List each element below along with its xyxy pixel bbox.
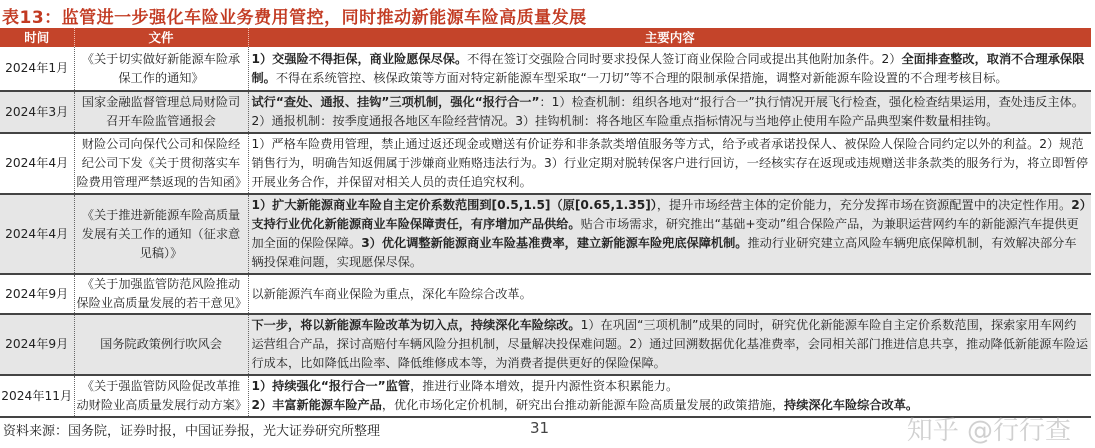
footer-row: [0, 418, 1091, 448]
table-row: [0, 274, 1091, 314]
row-content: [248, 133, 1091, 194]
row-content: [248, 47, 1091, 91]
content-bold-text: 1）持续强化“报行合一”监管: [251, 379, 411, 393]
row-time: 2024年3月: [0, 91, 74, 133]
row-file: 《关于加强监管防范风险推动保险业高质量发展的若干意见》: [74, 274, 248, 314]
content-text: 不得在系统管控、核保政策等方面对特定新能源车型采取“一刀切”等不合理的限制承保措施，调整对新能源车险设置的不合理考核目标。: [275, 70, 1008, 85]
content-bold-text: 持续深化车险综合改革。: [784, 398, 919, 412]
header-content: 主要内容: [248, 28, 1091, 47]
table-header-row: [0, 28, 1091, 47]
row-file: 财险公司向保代公司和保险经纪公司下发《关于贯彻落实车险费用管理严禁返现的告知函》: [74, 133, 248, 194]
content-text: 不得在签订交强险合同时要求投保人签订商业保险合同或提出其他附加条件。2）: [467, 51, 902, 66]
table-row: [0, 47, 1091, 91]
content-text: 推动行业研究建立高风险车辆兜底保障机制，有效解决部分车辆投保难问题，实现愿保尽保。: [251, 236, 1077, 269]
content-bold-text: 3）优化调整新能源商业车险基准费率，建立新能源车险兜底保障机制。: [361, 236, 748, 250]
table-row: [0, 375, 1091, 417]
table-row: [0, 194, 1091, 274]
content-bold-text: 1）交强险不得拒保，商业险愿保尽保。: [251, 51, 468, 66]
row-file: 国家金融监督管理总局财险司召开车险监管通报会: [74, 91, 248, 133]
row-file: 《关于推进新能源车险高质量发展有关工作的通知（征求意见稿）》: [74, 194, 248, 274]
content-text: 贴合市场需求，研究推出“基础+变动”组合保险产品，为兼职运营网约车的新能源汽车提供更加全面的保险保障。: [251, 217, 1079, 250]
content-bold-text: 2）丰富新能源车险产品: [251, 398, 382, 412]
content-text: ，推进行业降本增效，提升内源性资本积累能力。: [410, 379, 679, 393]
source-note: 资料来源：国务院，证券时报，中国证券报，光大证券研究所整理: [3, 424, 381, 439]
page-number: 31: [530, 419, 550, 437]
watermark: 知乎 @行行查: [906, 416, 1071, 446]
row-file: 《关于切实做好新能源车险承保工作的通知》: [74, 47, 248, 91]
table-row: [0, 91, 1091, 133]
row-content: [248, 375, 1091, 417]
row-time: 2024年9月: [0, 314, 74, 375]
table-row: [0, 314, 1091, 375]
row-time: 2024年9月: [0, 274, 74, 314]
table-title: 表13：监管进一步强化车险业务费用管控，同时推动新能源车险高质量发展: [2, 8, 587, 28]
row-content: [248, 194, 1091, 274]
content-text: 1）在巩固“三项机制”成果的同时，研究优化新能源车险自主定价系数范围，探索家用车网约运营组合产品，探讨高赔付车辆风险分担机制，尽量解决投保难问题。2）通过回溯数据优化基准费率，会同相关部门推进信息共享，推动降低新能源车险运行成本，比如降低出险率、降低维修成本等，为消费者提供更好的保险保障。: [251, 318, 1089, 370]
table-row: [0, 133, 1091, 194]
policy-table: [0, 28, 1091, 418]
header-time: 时间: [0, 28, 74, 47]
content-bold-text: 全面排查整改，取消不合理承保限制。: [251, 51, 1085, 85]
content-text: 1）严格车险费用管理，禁止通过返还现金或赠送有价证券和非条款类增值服务等方式，给予或者承诺投保人、被保险人保险合同约定以外的利益。2）规范销售行为，明确告知返佣属于涉嫌商业贿赂违法行为。3）行业定期对脱转保客户进行回访，一经核实存在返现或违规赠送非条款类的服务行为，将立即暂停开展业务合作，并保留对相关人员的责任追究权利。: [251, 137, 1089, 189]
content-text: ，提升市场经营主体的定价能力，充分发挥市场在资源配置中的决定性作用。: [656, 198, 1072, 212]
content-text: 以新能源汽车商业保险为重点，深化车险综合改革。: [251, 286, 532, 301]
content-bold-text: 试行“查处、通报、挂钩”三项机制，强化“报行合一”: [251, 95, 540, 109]
row-file: 国务院政策例行吹风会: [74, 314, 248, 375]
header-file: 文件: [74, 28, 248, 47]
row-time: 2024年1月: [0, 47, 74, 91]
row-content: [248, 274, 1091, 314]
row-time: 2024年11月: [0, 375, 74, 417]
row-content: [248, 314, 1091, 375]
content-bold-text: 2）支持行业优化新能源商业车险保障责任，有序增加产品供给。: [251, 198, 1086, 231]
content-text: ，优化市场化定价机制，研究出台推动新能源车险高质量发展的政策措施，: [381, 398, 785, 412]
content-text: ：1）检查机制：组织各地对“报行合一”执行情况开展飞行检查，强化检查结果运用，查处违反主体。2）通报机制：按季度通报各地区车险经营情况。3）挂钩机制：将各地区车险重点指标情况与当地停止使用车险产品典型案件数量相挂钩。: [251, 95, 1084, 128]
row-time: 2024年4月: [0, 194, 74, 274]
content-bold-text: 1）扩大新能源商业车险自主定价系数范围到[0.5,1.5]（原[0.65,1.35]）: [251, 198, 657, 212]
row-file: 《关于强监管防风险促改革推动财险业高质量发展行动方案》: [74, 375, 248, 417]
row-content: [248, 91, 1091, 133]
row-time: 2024年4月: [0, 133, 74, 194]
content-bold-text: 下一步，将以新能源车险改革为切入点，持续深化车险综改。: [251, 318, 581, 332]
